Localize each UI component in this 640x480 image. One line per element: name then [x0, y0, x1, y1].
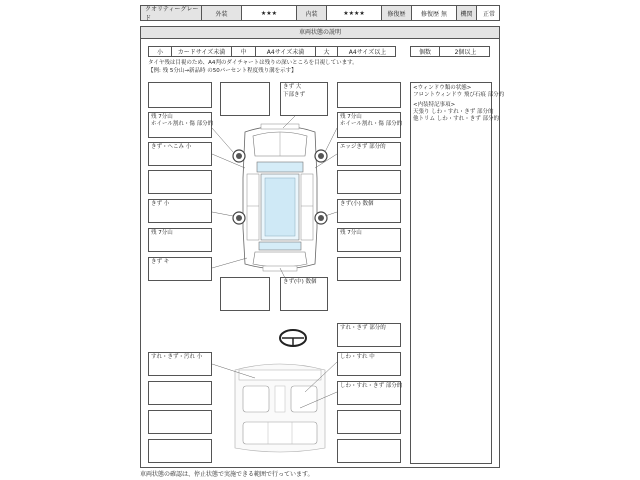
note-box-left-4 [148, 170, 212, 194]
top-center-note-line1: きず 大 [283, 84, 302, 90]
repair-history-value: 修復歴 無 [411, 6, 456, 20]
front-left-tire-line1: 残 7分山 [151, 114, 173, 120]
left-rear-note: きず キ [151, 259, 170, 265]
note-box-left-9 [148, 381, 212, 405]
top-center-note-line2: 下部きず [283, 92, 306, 98]
note-box-left-11 [148, 439, 212, 463]
interior-detail-2: 他トリム しわ・すれ・きず 部分的 [413, 116, 499, 122]
note-box-right-2 [337, 112, 401, 138]
size-legend [148, 46, 396, 57]
equipment-value: 正常 [476, 6, 501, 20]
note-box-left-6 [148, 228, 212, 252]
note-box-left-7 [148, 257, 212, 281]
car-exterior-diagram [225, 118, 335, 278]
note-box-right-9 [337, 352, 401, 376]
seat-right-note-2: しわ・すれ・きず 部分的 [340, 383, 403, 389]
size-small: 小 [156, 49, 163, 56]
note-box-left-3 [148, 142, 212, 166]
note-box-left-5 [148, 199, 212, 223]
exterior-label: 外装 [201, 6, 241, 20]
right-info-panel [410, 82, 505, 464]
note-box-right-10 [337, 381, 401, 405]
left-mid-note: きず 小 [151, 201, 170, 207]
count-value: 2個以上 [439, 47, 491, 56]
rear-right-tire-note: 残 7分山 [340, 230, 362, 236]
front-left-tire-line2: ホイール割れ・傷 部分的 [151, 121, 214, 127]
front-right-tire-line1: 残 7分山 [340, 114, 362, 120]
count-legend [410, 46, 490, 57]
note-box-right-11 [337, 410, 401, 434]
car-interior-diagram [225, 358, 335, 458]
note-box-right-12 [337, 439, 401, 463]
window-detail: フロントウィンドウ 飛び石痕 部分的 [413, 92, 505, 98]
tire-note-line1: タイヤ残は目視のため、A4判のダイチャートは残りの深いところを目視しています。 [148, 60, 358, 66]
note-box-right-1 [337, 82, 401, 108]
size-small-desc: カードサイズ未満 [171, 47, 231, 56]
seat-right-note-1: しわ・すれ 中 [340, 354, 375, 360]
seat-left-note: すれ・きず・汚れ 小 [151, 354, 203, 360]
interior-title: <内装特記事項> [413, 102, 456, 108]
rear-center-note: きず(中) 数個 [283, 279, 317, 285]
right-front-side-note: エッジきず 部分的 [340, 144, 386, 150]
size-medium: 中 [231, 47, 255, 56]
note-box-right-6 [337, 228, 401, 252]
note-box-left-1 [148, 82, 212, 108]
note-box-left-10 [148, 410, 212, 434]
equipment-label: 機関 [456, 6, 476, 20]
steering-note: すれ・きず 部分的 [340, 325, 386, 331]
note-box-right-7 [337, 257, 401, 281]
footer-note: 車両状態の確認は、停止状態で実施できる範囲で行っています。 [140, 471, 314, 478]
note-box-right-4 [337, 170, 401, 194]
repair-history-label: 修復歴 [381, 6, 411, 20]
window-title: <ウィンドウ類の状態> [413, 85, 472, 91]
header-row [140, 5, 500, 21]
front-right-tire-line2: ホイール割れ・傷 部分的 [340, 121, 403, 127]
tire-note-line2: 【例: 残 5分山→新品時 の50パーセント程度残り溝を示す】 [148, 68, 297, 74]
note-box-right-3 [337, 142, 401, 166]
note-box-left-8 [148, 352, 212, 376]
exterior-rating: ★★★ [241, 6, 296, 20]
rear-left-tire-note: 残 7分山 [151, 230, 173, 236]
count-label: 個数 [418, 49, 431, 56]
note-box-right-5 [337, 199, 401, 223]
size-large-desc: A4サイズ以上 [337, 47, 397, 56]
interior-detail-1: 天張り しわ・すれ・きず 部分的 [413, 109, 494, 115]
left-front-side-note: きず・へこみ 小 [151, 144, 192, 150]
note-box-right-8 [337, 323, 401, 347]
note-box-bottom-center [280, 277, 328, 311]
section-title: 車両状態の説明 [298, 29, 341, 36]
steering-wheel-icon [278, 328, 308, 348]
note-box-top-center-left [220, 82, 270, 116]
note-box-top-center [280, 82, 328, 116]
note-box-left-2 [148, 112, 212, 138]
right-mid-note: きず(小) 数個 [340, 201, 374, 207]
interior-label: 内装 [296, 6, 326, 20]
size-large: 大 [315, 47, 337, 56]
interior-rating: ★★★★ [326, 6, 381, 20]
note-box-bottom-center-left [220, 277, 270, 311]
size-medium-desc: A4サイズ未満 [255, 47, 315, 56]
quality-grade-label: クオリティーグレード [141, 6, 201, 20]
